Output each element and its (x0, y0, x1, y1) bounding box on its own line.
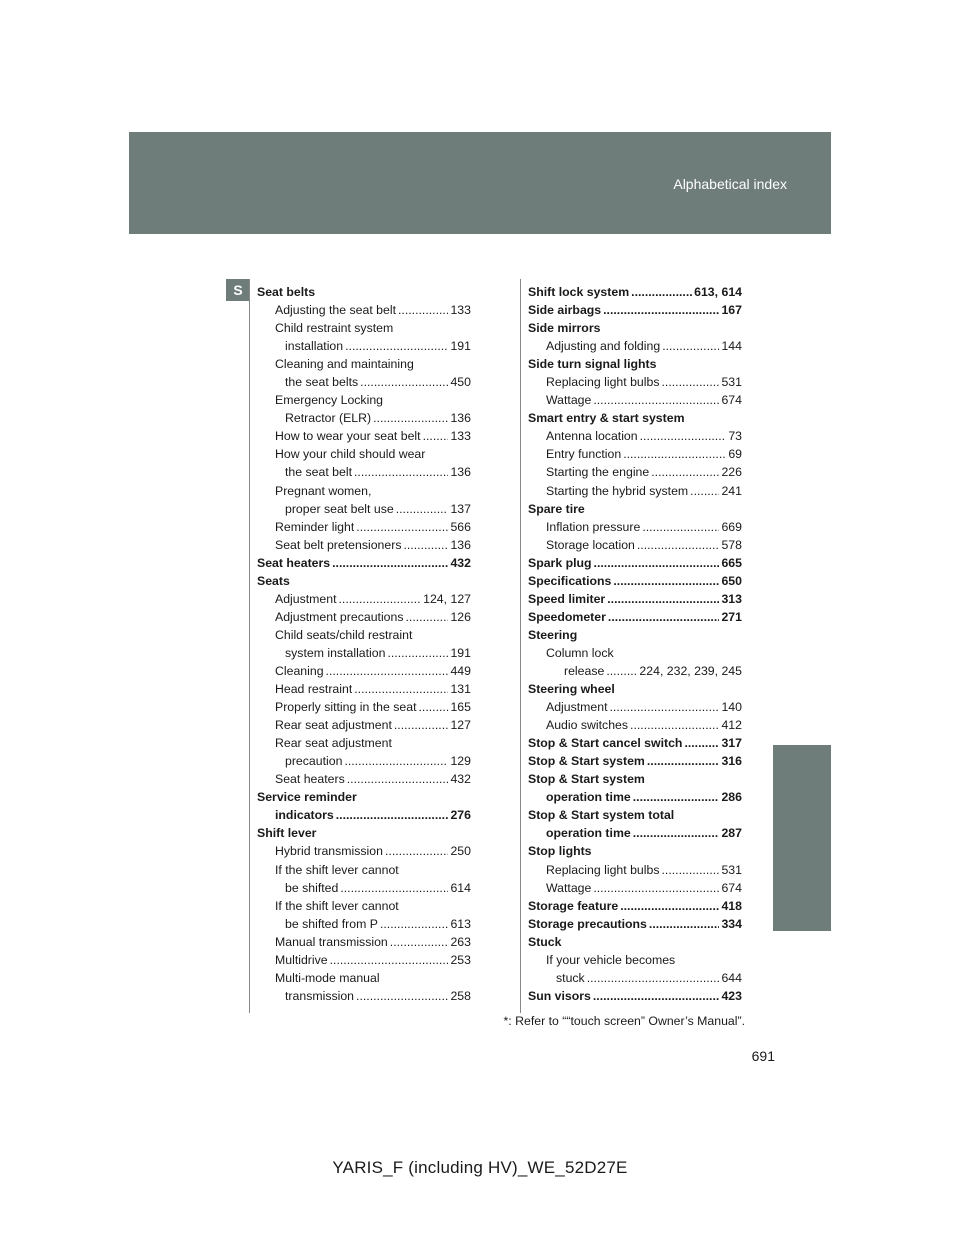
index-entry (257, 608, 471, 626)
index-entry-page: 136 (450, 465, 471, 480)
index-entry-label: Starting the hybrid system (546, 483, 689, 498)
index-entry-page: 144 (721, 339, 742, 354)
index-entry (257, 770, 471, 788)
index-entry (528, 861, 742, 879)
index-entry-page: 241 (721, 483, 742, 498)
index-entry-label: Seats (257, 573, 290, 588)
index-entry-label: stuck (556, 970, 585, 985)
index-entry-label: Head restraint (275, 682, 353, 697)
index-entry (528, 536, 742, 554)
index-entry (257, 572, 471, 590)
index-entry (257, 788, 471, 806)
index-entry-label: be shifted from P (285, 916, 378, 931)
index-entry-label: Child restraint system (275, 321, 394, 336)
index-entry-label: indicators (275, 808, 334, 823)
index-entry-label: Cleaning (275, 663, 324, 678)
index-entry (257, 879, 471, 897)
index-entry-label: Inflation pressure (546, 519, 641, 534)
index-entry-label: system installation (285, 645, 386, 660)
index-entry-page: 129 (450, 754, 471, 769)
index-entry (257, 590, 471, 608)
index-entry-page: 287 (721, 826, 742, 841)
right-column-rule (520, 279, 521, 1013)
index-entry-page: 136 (450, 537, 471, 552)
index-entry (528, 427, 742, 445)
index-entry-page: 316 (721, 754, 742, 769)
index-entry-label: operation time (546, 826, 631, 841)
index-entry-page: 127 (450, 718, 471, 733)
dot-leader (661, 861, 719, 879)
index-entry (257, 951, 471, 969)
dot-leader (356, 987, 448, 1005)
index-entry-page: 126 (450, 609, 471, 624)
index-entry (257, 373, 471, 391)
index-entry-label: Multi-mode manual (275, 970, 380, 985)
index-entry (528, 445, 742, 463)
dot-leader (642, 518, 719, 536)
side-thumb-tab (773, 745, 831, 931)
document-footer: YARIS_F (including HV)_WE_52D27E (332, 1158, 628, 1177)
index-entry (528, 283, 742, 301)
index-entry (257, 463, 471, 481)
index-entry (257, 824, 471, 842)
index-entry-label: Adjusting and folding (546, 339, 661, 354)
index-entry (528, 824, 742, 842)
index-entry-label: Storage feature (528, 898, 619, 913)
index-entry-label: Wattage (546, 880, 592, 895)
index-entry-label: Seat heaters (257, 555, 331, 570)
index-entry-page: 140 (721, 700, 742, 715)
index-entry-page: 137 (450, 501, 471, 516)
index-entry (257, 500, 471, 518)
index-entry-label: Hybrid transmission (275, 844, 383, 859)
dot-leader (690, 482, 719, 500)
index-entry-page: 133 (450, 429, 471, 444)
index-entry (528, 572, 742, 590)
index-entry (257, 319, 471, 337)
index-entry (528, 842, 742, 860)
index-entry (528, 554, 742, 572)
index-entry-page: 69 (728, 447, 742, 462)
index-entry (528, 409, 742, 427)
index-entry (257, 644, 471, 662)
index-entry-page: 224, 232, 239, 245 (639, 663, 742, 678)
dot-leader (587, 969, 720, 987)
index-entry (528, 373, 742, 391)
index-entry (528, 355, 742, 373)
index-entry (528, 337, 742, 355)
index-entry (257, 337, 471, 355)
index-entry-page: 165 (450, 700, 471, 715)
dot-leader (403, 536, 448, 554)
index-entry-label: Adjustment (275, 591, 337, 606)
index-entry (528, 734, 742, 752)
index-entry-page: 674 (721, 880, 742, 895)
index-entry (528, 752, 742, 770)
index-entry (528, 590, 742, 608)
index-entry-label: Shift lock system (528, 285, 630, 299)
index-entry-page: 432 (450, 772, 471, 787)
index-entry (528, 518, 742, 536)
index-entry (528, 716, 742, 734)
dot-leader (606, 662, 637, 680)
dot-leader (662, 337, 719, 355)
index-entry-label: How your child should wear (275, 447, 426, 462)
index-entry (528, 879, 742, 897)
index-entry (528, 463, 742, 481)
index-entry (257, 482, 471, 500)
index-entry (257, 355, 471, 373)
dot-leader (684, 734, 719, 752)
index-entry-page: 313 (721, 591, 742, 606)
dot-leader (633, 788, 720, 806)
page-number: 691 (751, 1048, 775, 1064)
index-entry (257, 734, 471, 752)
dot-leader (623, 445, 726, 463)
index-entry (528, 644, 742, 662)
dot-leader (344, 752, 448, 770)
dot-leader (593, 987, 720, 1005)
index-entry-page: 450 (450, 375, 471, 390)
index-entry-page: 191 (450, 339, 471, 354)
index-entry-page: 566 (450, 519, 471, 534)
index-entry-page: 271 (721, 609, 742, 624)
dot-leader (339, 590, 422, 608)
index-entry-label: Rear seat adjustment (275, 718, 392, 733)
right-index-column (528, 283, 742, 1005)
dot-leader (423, 427, 449, 445)
dot-leader (387, 644, 448, 662)
index-entry-page: 449 (450, 663, 471, 678)
index-entry-page: 650 (721, 573, 742, 588)
index-entry (528, 626, 742, 644)
index-entry-label: Speed limiter (528, 591, 606, 606)
index-entry-label: Side mirrors (528, 321, 601, 336)
left-index-column (257, 283, 471, 1005)
index-entry-label: Entry function (546, 447, 622, 462)
index-entry-label: Pregnant women, (275, 483, 372, 498)
index-entry-label: Spare tire (528, 501, 585, 516)
index-entry-label: Replacing light bulbs (546, 862, 660, 877)
index-entry-page: 73 (728, 429, 742, 444)
index-entry-page: 669 (721, 519, 742, 534)
index-entry-label: Side turn signal lights (528, 357, 657, 372)
dot-leader (394, 716, 449, 734)
index-entry (528, 933, 742, 951)
index-entry-label: How to wear your seat belt (275, 429, 421, 444)
index-entry-label: Stop & Start system total (528, 808, 675, 823)
index-entry (257, 987, 471, 1005)
index-entry (257, 427, 471, 445)
index-entry (528, 482, 742, 500)
index-entry-label: Steering wheel (528, 682, 615, 697)
index-entry-label: Specifications (528, 573, 612, 588)
index-entry-label: precaution (285, 754, 343, 769)
dot-leader (603, 301, 719, 319)
index-entry-label: Seat belts (257, 285, 316, 299)
index-entry-page: 578 (721, 537, 742, 552)
index-entry (257, 409, 471, 427)
index-entry-label: Speedometer (528, 609, 606, 624)
dot-leader (390, 933, 449, 951)
index-entry (528, 662, 742, 680)
index-entry-label: proper seat belt use (285, 501, 394, 516)
dot-leader (593, 879, 719, 897)
index-entry-label: Service reminder (257, 790, 357, 805)
index-entry-label: release (564, 663, 605, 678)
dot-leader (373, 409, 448, 427)
index-entry-label: Storage precautions (528, 916, 647, 931)
index-entry (257, 518, 471, 536)
dot-leader (640, 427, 727, 445)
index-entry-page: 613, 614 (694, 285, 742, 299)
dot-leader (630, 716, 719, 734)
dot-leader (593, 391, 719, 409)
index-entry (528, 951, 742, 969)
index-entry-page: 334 (721, 916, 742, 931)
index-entry (528, 680, 742, 698)
left-column-rule (249, 279, 250, 1013)
index-entry (257, 933, 471, 951)
index-entry-label: Starting the engine (546, 465, 650, 480)
header-band (129, 132, 831, 234)
dot-leader (385, 842, 448, 860)
index-entry-label: Smart entry & start system (528, 411, 685, 426)
index-entry-label: be shifted (285, 880, 339, 895)
index-entry (257, 806, 471, 824)
dot-leader (419, 698, 449, 716)
dot-leader (354, 680, 448, 698)
index-entry-page: 276 (450, 808, 471, 823)
index-entry-label: Antenna location (546, 429, 638, 444)
index-entry-label: Reminder light (275, 519, 355, 534)
index-entry-label: Steering (528, 627, 578, 642)
index-entry (257, 716, 471, 734)
index-entry (528, 987, 742, 1005)
index-entry-label: Adjustment precautions (275, 609, 404, 624)
index-entry-label: Adjustment (546, 700, 608, 715)
index-entry-page: 191 (450, 645, 471, 660)
index-entry-page: 136 (450, 411, 471, 426)
dot-leader (631, 283, 692, 301)
index-entry-page: 317 (721, 736, 742, 751)
index-entry (528, 500, 742, 518)
index-entry (528, 788, 742, 806)
index-entry-label: Replacing light bulbs (546, 375, 660, 390)
index-entry-label: Stuck (528, 934, 562, 949)
index-entry-label: installation (285, 339, 344, 354)
index-entry-label: Storage location (546, 537, 635, 552)
index-entry-label: the seat belts (285, 375, 359, 390)
index-entry (257, 969, 471, 987)
dot-leader (332, 554, 448, 572)
index-entry-page: 531 (721, 375, 742, 390)
index-entry (257, 445, 471, 463)
index-entry (257, 915, 471, 933)
index-entry (528, 897, 742, 915)
index-entry-page: 133 (450, 303, 471, 318)
index-entry (528, 770, 742, 788)
dot-leader (380, 915, 449, 933)
index-entry-page: 263 (450, 934, 471, 949)
index-entry-page: 432 (450, 555, 471, 570)
dot-leader (396, 500, 449, 518)
index-entry-page: 418 (721, 898, 742, 913)
index-entry-label: Child seats/child restraint (275, 627, 413, 642)
index-entry-page: 253 (450, 952, 471, 967)
index-entry (528, 301, 742, 319)
index-entry-page: 167 (721, 303, 742, 318)
dot-leader (356, 518, 448, 536)
index-entry-label: Wattage (546, 393, 592, 408)
index-entry-page: 258 (450, 988, 471, 1003)
index-entry-label: Stop & Start system (528, 754, 645, 769)
dot-leader (345, 337, 448, 355)
index-entry (528, 391, 742, 409)
index-entry (528, 969, 742, 987)
dot-leader (649, 915, 720, 933)
dot-leader (360, 373, 448, 391)
index-entry-label: Adjusting the seat belt (275, 303, 396, 318)
index-entry-label: Rear seat adjustment (275, 736, 392, 751)
dot-leader (330, 951, 449, 969)
dot-leader (354, 463, 448, 481)
index-entry-label: Seat heaters (275, 772, 345, 787)
index-entry-page: 423 (721, 988, 742, 1003)
index-entry-label: operation time (546, 790, 631, 805)
index-entry (528, 608, 742, 626)
dot-leader (326, 662, 449, 680)
index-entry-label: Manual transmission (275, 934, 388, 949)
index-entry-page: 250 (450, 844, 471, 859)
dot-leader (398, 301, 448, 319)
dot-leader (651, 463, 719, 481)
index-entry (257, 626, 471, 644)
index-entry-page: 613 (450, 916, 471, 931)
index-entry-label: Column lock (546, 645, 614, 660)
dot-leader (620, 897, 719, 915)
index-entry-label: If the shift lever cannot (275, 862, 399, 877)
index-entry (528, 698, 742, 716)
index-entry-label: the seat belt (285, 465, 352, 480)
index-entry-page: 531 (721, 862, 742, 877)
dot-leader (347, 770, 449, 788)
index-entry (257, 698, 471, 716)
index-entry (257, 283, 471, 301)
index-entry-page: 614 (450, 880, 471, 895)
index-entry-page: 226 (721, 465, 742, 480)
dot-leader (340, 879, 448, 897)
dot-leader (613, 572, 719, 590)
index-entry (257, 861, 471, 879)
index-entry (257, 662, 471, 680)
footnote: *: Refer to ““touch screen” Owner’s Manual”. (503, 1014, 745, 1028)
header-title: Alphabetical index (673, 176, 787, 192)
index-entry-label: Spark plug (528, 555, 592, 570)
index-entry-label: transmission (285, 988, 355, 1003)
index-entry-label: Multidrive (275, 952, 328, 967)
index-entry-label: Retractor (ELR) (285, 411, 372, 426)
index-entry (528, 915, 742, 933)
index-entry-label: Stop & Start system (528, 772, 645, 787)
index-entry (528, 806, 742, 824)
dot-leader (336, 806, 449, 824)
dot-leader (647, 752, 720, 770)
index-entry (257, 391, 471, 409)
index-entry-page: 644 (721, 970, 742, 985)
index-entry-page: 412 (721, 718, 742, 733)
dot-leader (607, 590, 719, 608)
index-entry (257, 897, 471, 915)
dot-leader (633, 824, 720, 842)
index-entry-label: Stop lights (528, 844, 592, 859)
index-entry-page: 131 (450, 682, 471, 697)
index-entry (257, 554, 471, 572)
index-entry-label: Seat belt pretensioners (275, 537, 402, 552)
index-entry-page: 124, 127 (423, 591, 471, 606)
index-entry-label: Properly sitting in the seat (275, 700, 417, 715)
index-entry-label: Side airbags (528, 303, 602, 318)
section-letter-tab: S (226, 279, 250, 301)
index-entry-page: 286 (721, 790, 742, 805)
index-entry-label: If your vehicle becomes (546, 952, 676, 967)
index-entry-label: Sun visors (528, 988, 591, 1003)
index-entry-page: 674 (721, 393, 742, 408)
index-entry-label: Emergency Locking (275, 393, 383, 408)
index-entry (257, 842, 471, 860)
index-entry-label: Shift lever (257, 826, 317, 841)
dot-leader (594, 554, 720, 572)
index-entry (528, 319, 742, 337)
index-entry-label: Cleaning and maintaining (275, 357, 414, 372)
dot-leader (661, 373, 719, 391)
dot-leader (610, 698, 720, 716)
index-entry-label: Stop & Start cancel switch (528, 736, 683, 751)
index-entry (257, 752, 471, 770)
index-entry (257, 301, 471, 319)
index-entry (257, 536, 471, 554)
index-entry-label: Audio switches (546, 718, 629, 733)
dot-leader (608, 608, 720, 626)
index-entry (257, 680, 471, 698)
index-entry-label: If the shift lever cannot (275, 898, 399, 913)
dot-leader (406, 608, 449, 626)
index-entry-page: 665 (721, 555, 742, 570)
dot-leader (637, 536, 720, 554)
